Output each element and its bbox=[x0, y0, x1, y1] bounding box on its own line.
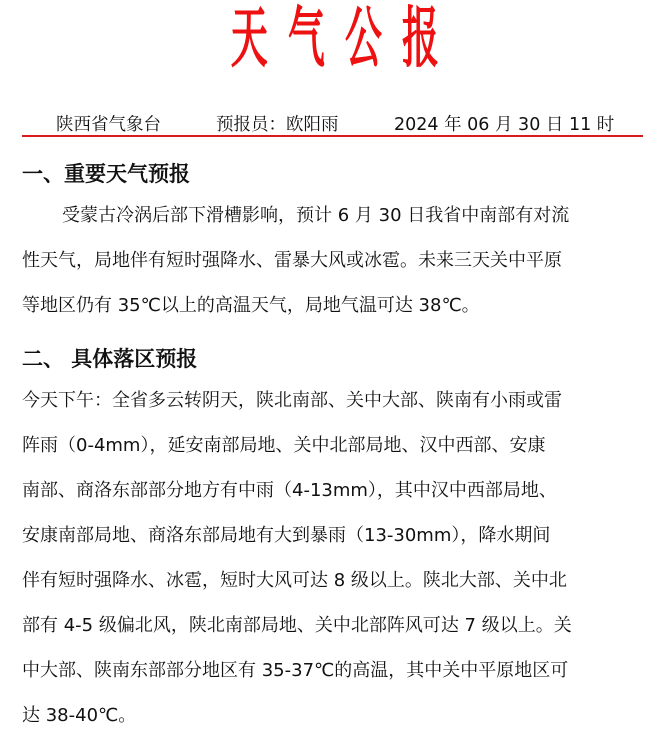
forecaster-name: 预报员：欧阳雨 bbox=[216, 115, 339, 135]
bulletin-meta bbox=[56, 114, 656, 136]
issue-time: 2024 年 06 月 30 日 11 时 bbox=[394, 115, 615, 135]
paragraph-line: 受蒙古冷涡后部下滑槽影响，预计 6 月 30 日我省中南部有对流 bbox=[62, 205, 570, 226]
bulletin-title bbox=[0, 0, 667, 80]
section-body-area bbox=[22, 378, 652, 738]
paragraph-line: 伴有短时强降水、冰雹，短时大风可达 8 级以上。陕北大部、关中北 bbox=[22, 570, 567, 591]
bulletin-title-text: 天气公报 bbox=[230, 1, 459, 77]
paragraph-line: 等地区仍有 35℃以上的高温天气，局地气温可达 38℃。 bbox=[22, 295, 480, 316]
paragraph-line: 今天下午：全省多云转阴天，陕北南部、关中大部、陕南有小雨或雷 bbox=[22, 390, 562, 411]
section-heading-area: 二、 具体落区预报 bbox=[22, 347, 198, 371]
header-divider bbox=[22, 135, 643, 137]
section-body-important bbox=[22, 193, 652, 328]
paragraph-line: 部有 4-5 级偏北风，陕北南部局地、关中北部阵风可达 7 级以上。关 bbox=[22, 615, 572, 636]
paragraph-line: 阵雨（0-4mm），延安南部局地、关中北部局地、汉中西部、安康 bbox=[22, 435, 546, 456]
paragraph-line: 南部、商洛东部部分地方有中雨（4-13mm），其中汉中西部局地、 bbox=[22, 480, 557, 501]
paragraph-line: 性天气，局地伴有短时强降水、雷暴大风或冰雹。未来三天关中平原 bbox=[22, 250, 562, 271]
issuing-organization: 陕西省气象台 bbox=[56, 115, 161, 135]
paragraph-line: 达 38-40℃。 bbox=[22, 705, 137, 726]
section-heading-important: 一、重要天气预报 bbox=[22, 162, 190, 186]
paragraph-line: 安康南部局地、商洛东部局地有大到暴雨（13-30mm），降水期间 bbox=[22, 525, 551, 546]
paragraph-line: 中大部、陕南东部部分地区有 35-37℃的高温，其中关中平原地区可 bbox=[22, 660, 569, 681]
